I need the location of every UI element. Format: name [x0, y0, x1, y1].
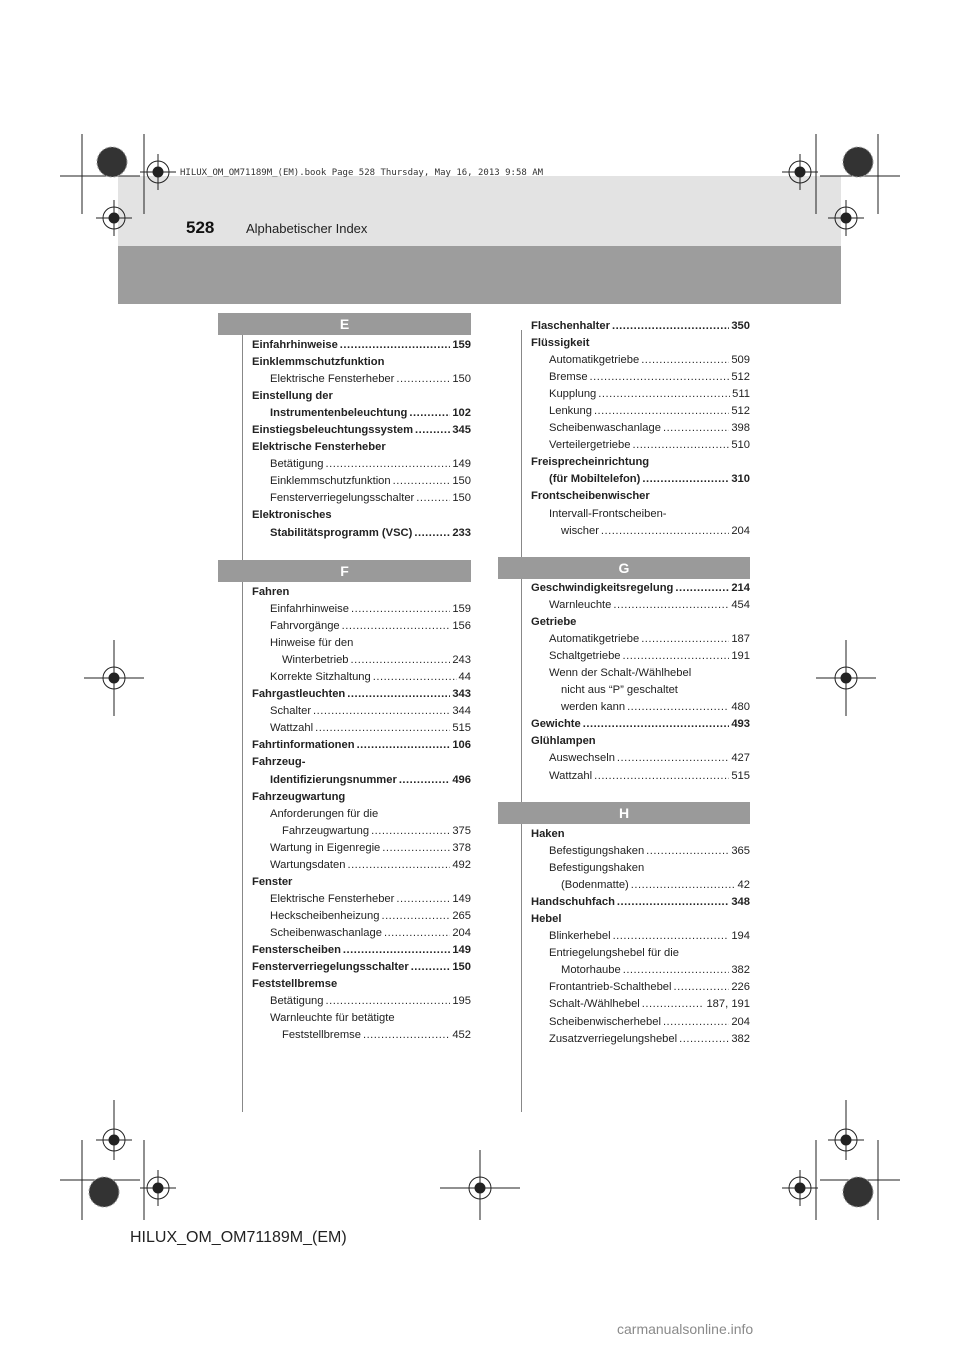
entry-page-number: 265	[452, 909, 471, 922]
entry-term: Getriebe	[531, 616, 577, 629]
crosshair-target	[816, 640, 876, 716]
section-letter-e: E	[339, 316, 350, 332]
entry-term: (für Mobiltelefon)	[549, 473, 641, 486]
entry-term: Einklemmschutzfunktion	[270, 475, 391, 488]
entry-page-number: 515	[452, 722, 471, 735]
entry-term: Lenkung	[549, 405, 592, 418]
entry-term: Wartungsdaten	[270, 858, 346, 871]
entry-page-number: 382	[731, 1032, 750, 1045]
entry-term: Korrekte Sitzhaltung	[270, 671, 371, 684]
entry-term: Fensterverriegelungsschalter	[252, 961, 409, 974]
entry-term: Scheibenwischerhebel	[549, 1015, 661, 1028]
entry-term: Fahrtinformationen	[252, 739, 355, 752]
entry-term: Einstiegsbeleuchtungssystem	[252, 424, 414, 437]
entry-page-number: 515	[731, 769, 750, 782]
entry-term: Blinkerhebel	[549, 930, 611, 943]
entry-term: Freisprecheinrichtung	[531, 456, 650, 469]
document-code: HILUX_OM_OM71189M_(EM)	[130, 1229, 347, 1246]
crosshair-target	[782, 1170, 818, 1206]
section-letter-h: H	[618, 805, 630, 821]
entry-page-number: 454	[731, 599, 750, 612]
watermark: carmanualsonline.info	[617, 1321, 754, 1337]
entry-term: Glühlampen	[531, 735, 596, 748]
entry-term: Identifizierungsnummer	[270, 773, 397, 786]
entry-page-number: 310	[731, 473, 750, 486]
entry-term: Auswechseln	[549, 752, 615, 765]
entry-page-number: 343	[452, 688, 471, 701]
entry-page-number: 204	[731, 1015, 750, 1028]
entry-term: Fahrzeugwartung	[282, 824, 370, 837]
entry-page-number: 44	[458, 671, 471, 684]
entry-page-number: 243	[452, 654, 471, 667]
entry-term: Flüssigkeit	[531, 337, 590, 350]
entry-page-number: 382	[731, 964, 750, 977]
entry-term: Winterbetrieb	[282, 654, 349, 667]
entry-term: Elektrische Fensterheber	[270, 373, 395, 386]
crosshair-target	[140, 1170, 176, 1206]
entry-term: Intervall-Frontscheiben-	[549, 507, 667, 520]
entry-page-number: 204	[731, 524, 750, 537]
entry-term: Geschwindigkeitsregelung	[531, 582, 674, 594]
entry-page-number: 159	[452, 603, 471, 616]
entry-page-number: 492	[452, 858, 471, 871]
crosshair-target	[440, 1150, 520, 1220]
entry-page-number: 156	[452, 620, 471, 633]
crosshair-target	[828, 200, 864, 236]
crosshair-target	[140, 154, 176, 190]
entry-term: Einklemmschutzfunktion	[252, 356, 385, 369]
entry-term: Fenster	[252, 875, 293, 888]
entry-term: Anforderungen für die	[270, 807, 379, 820]
entry-page-number: 452	[452, 1029, 471, 1042]
entry-page-number: 398	[731, 422, 750, 435]
entry-term: Fahrzeug-	[252, 756, 306, 769]
page-number: 528	[186, 218, 215, 237]
entry-term: Automatikgetriebe	[549, 633, 640, 646]
entry-term: Bremse	[549, 371, 588, 384]
entry-term: Frontantrieb-Schalthebel	[549, 981, 672, 994]
entry-term: nicht aus “P” geschaltet	[561, 684, 678, 697]
entry-term: Scheibenwaschanlage	[549, 422, 661, 435]
entry-term: Automatikgetriebe	[549, 354, 640, 367]
entry-page-number: 493	[731, 718, 750, 731]
entry-page-number: 42	[737, 879, 750, 892]
entry-page-number: 106	[452, 739, 471, 752]
entry-term: Wartung in Eigenregie	[270, 841, 381, 854]
entry-term: Fahrzeugwartung	[252, 790, 346, 803]
entry-page-number: 510	[731, 439, 750, 452]
entry-term: Verteilergetriebe	[549, 439, 631, 452]
crosshair-target	[96, 200, 132, 236]
entry-term: Stabilitätsprogramm (VSC)	[270, 526, 413, 539]
entry-page-number: 150	[452, 373, 471, 386]
entry-page-number: 226	[731, 981, 750, 994]
entry-term: Elektrische Fensterheber	[252, 441, 386, 454]
entry-term: Fahrgastleuchten	[252, 688, 346, 701]
starburst-target	[843, 1177, 873, 1207]
entry-page-number: 345	[452, 424, 471, 437]
entry-page-number: 365	[731, 845, 750, 858]
entry-page-number: 191	[731, 650, 750, 663]
entry-term: Heckscheibenheizung	[270, 909, 380, 922]
entry-term: Fensterverriegelungsschalter	[270, 492, 415, 505]
entry-page-number: 512	[731, 371, 750, 384]
entry-page-number: 150	[452, 475, 471, 488]
entry-page-number: 233	[452, 526, 471, 539]
entry-term: Wattzahl	[270, 722, 314, 735]
entry-page-number: 512	[731, 405, 750, 418]
entry-page-number: 214	[731, 582, 750, 594]
entry-page-number: 102	[452, 407, 471, 420]
entry-term: Motorhaube	[561, 964, 621, 977]
starburst-target	[843, 147, 873, 177]
crosshair-target	[84, 640, 144, 716]
entry-term: Scheibenwaschanlage	[270, 926, 382, 939]
entry-term: Feststellbremse	[252, 978, 338, 991]
entry-page-number: 194	[731, 930, 750, 943]
entry-term: (Bodenmatte)	[561, 879, 629, 892]
entry-term: Frontscheibenwischer	[531, 490, 650, 503]
entry-page-number: 149	[452, 892, 471, 905]
entry-term: Hebel	[531, 913, 562, 926]
entry-term: Gewichte	[531, 718, 581, 731]
entry-page-number: 427	[731, 752, 750, 765]
entry-term: Wenn der Schalt-/Wählhebel	[549, 667, 692, 680]
entry-term: Einfahrhinweise	[270, 603, 349, 616]
entry-term: wischer	[561, 524, 599, 537]
entry-page-number: 378	[452, 841, 471, 854]
entry-page-number: 350	[731, 320, 750, 332]
entry-term: Schaltgetriebe	[549, 650, 621, 663]
entry-term: Warnleuchte für betätigte	[270, 1012, 395, 1025]
entry-term: Wattzahl	[549, 769, 593, 782]
section-letter-f: F	[340, 563, 349, 579]
entry-term: Fahrvorgänge	[270, 620, 340, 633]
entry-page-number: 204	[452, 926, 471, 939]
entry-page-number: 150	[452, 961, 471, 974]
entry-term: Einstellung der	[252, 390, 333, 403]
starburst-target	[89, 1177, 119, 1207]
entry-term: Instrumentenbeleuchtung	[270, 407, 408, 420]
entry-term: Feststellbremse	[282, 1029, 361, 1042]
entry-page-number: 375	[452, 824, 471, 837]
entry-term: Befestigungshaken	[549, 845, 645, 858]
entry-term: Fahren	[252, 586, 290, 598]
entry-term: Schalt-/Wählhebel	[549, 998, 640, 1011]
crosshair-target	[782, 154, 818, 190]
entry-term: Hinweise für den	[270, 637, 354, 650]
entry-term: Elektronisches	[252, 509, 332, 522]
entry-page-number: 509	[731, 354, 750, 367]
entry-page-number: 149	[452, 458, 471, 471]
entry-page-number: 496	[452, 773, 471, 786]
crosshair-target	[96, 1100, 132, 1160]
entry-term: werden kann	[561, 701, 626, 714]
entry-term: Fensterscheiben	[252, 943, 341, 956]
entry-page-number: 344	[452, 705, 471, 718]
entry-page-number: 511	[732, 388, 750, 401]
crosshair-target	[828, 1100, 864, 1160]
entry-page-number: 348	[731, 896, 750, 909]
entry-term: Entriegelungshebel für die	[549, 947, 679, 960]
entry-term: Einfahrhinweise	[252, 339, 338, 351]
entry-term: Haken	[531, 828, 565, 840]
entry-page-number: 195	[452, 995, 471, 1008]
entry-term: Befestigungshaken	[549, 862, 645, 875]
entry-term: Zusatzverriegelungshebel	[549, 1032, 678, 1045]
entry-term: Handschuhfach	[531, 896, 615, 909]
entry-page-number: 187	[731, 633, 750, 646]
entry-page-number: 149	[452, 943, 471, 956]
entry-page-number: 150	[452, 492, 471, 505]
entry-term: Kupplung	[549, 388, 597, 401]
section-letter-g: G	[618, 560, 630, 576]
entry-term: Flaschenhalter	[531, 320, 610, 332]
starburst-target	[97, 147, 127, 177]
entry-term: Elektrische Fensterheber	[270, 892, 395, 905]
entry-page-number: 159	[452, 339, 471, 351]
entry-term: Warnleuchte	[549, 599, 612, 612]
entry-page-number: 480	[731, 701, 750, 714]
entry-term: Betätigung	[270, 458, 324, 471]
book-info: HILUX_OM_OM71189M_(EM).book Page 528 Thursday, May 16, 2013 9:58 AM	[180, 168, 544, 178]
entry-term: Betätigung	[270, 995, 324, 1008]
entry-page-number: 187, 191	[706, 998, 750, 1011]
section-title: Alphabetischer Index	[246, 221, 368, 236]
entry-term: Schalter	[270, 705, 312, 718]
